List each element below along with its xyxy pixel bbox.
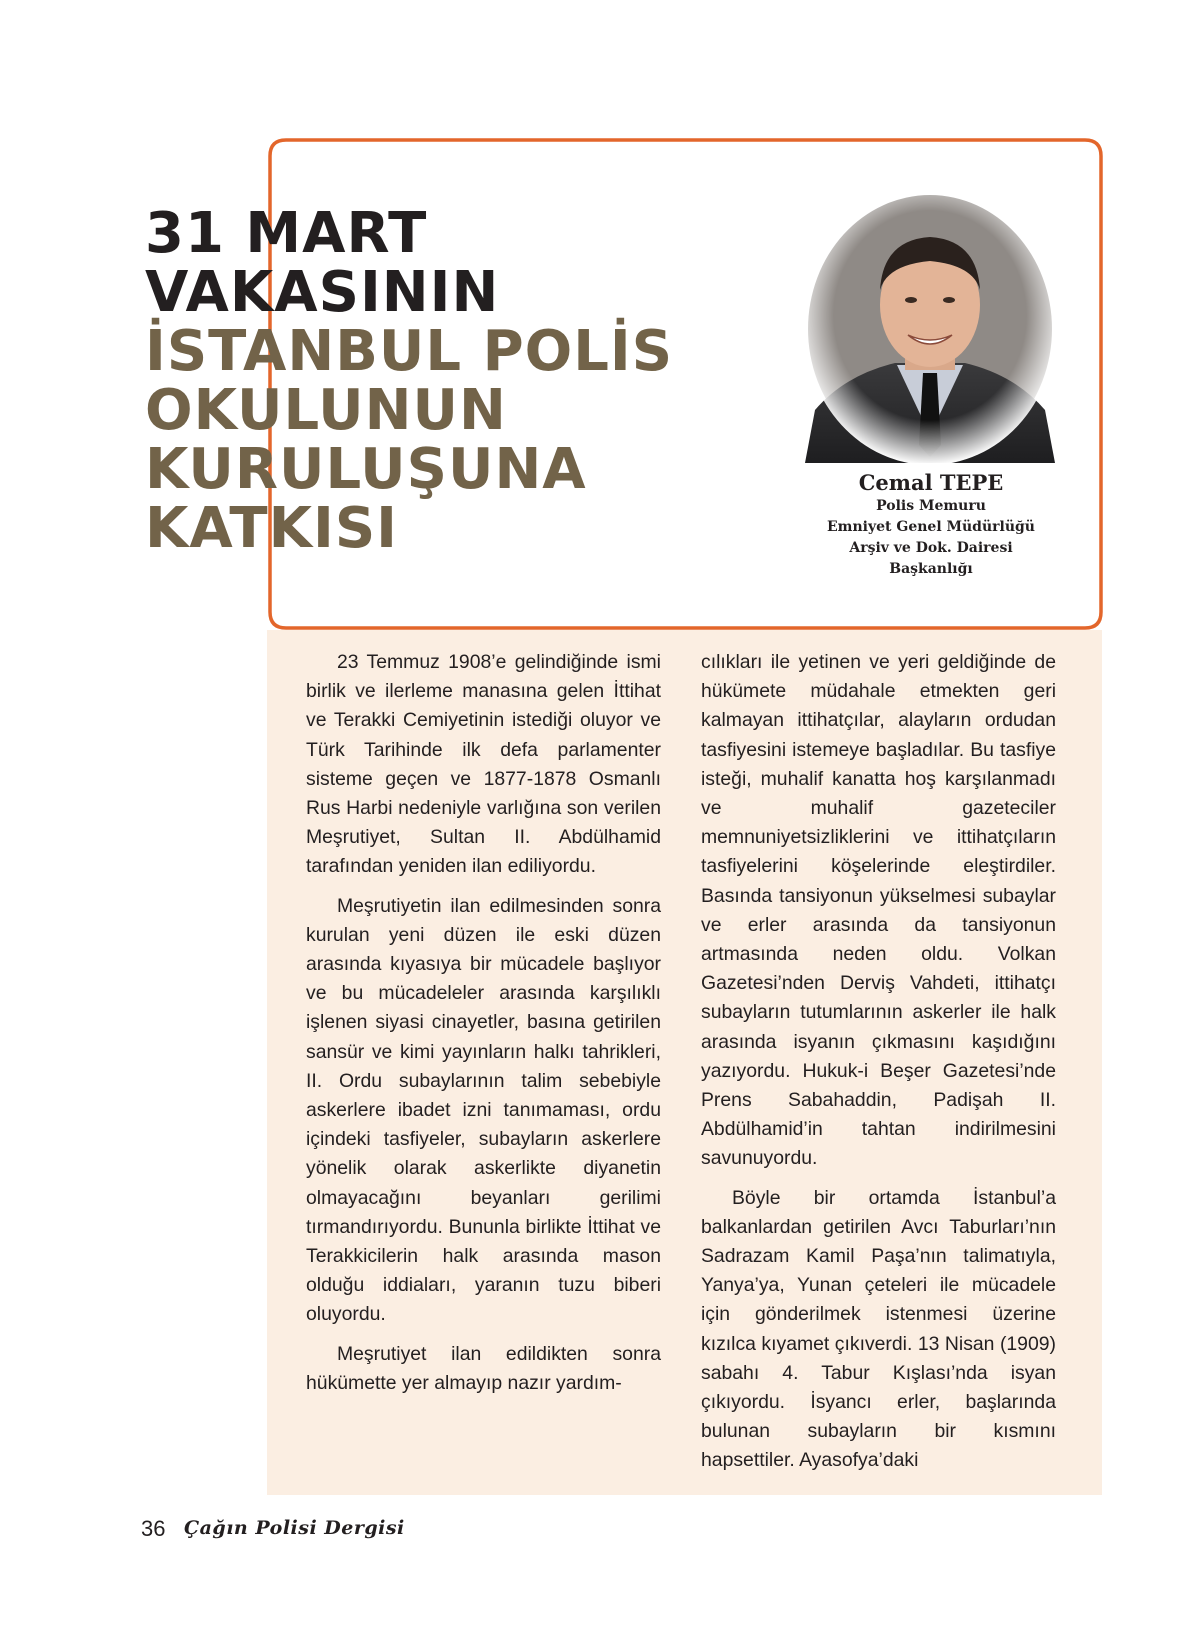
author-unit: Arşiv ve Dok. Dairesi	[849, 540, 1013, 556]
author-unit: Başkanlığı	[889, 561, 973, 577]
author-block	[800, 470, 1062, 580]
title-line: KURULUŞUNA	[145, 437, 587, 502]
title-line: KATKISI	[145, 496, 398, 561]
paragraph: Meşrutiyetin ilan edilmesinden sonra kurulan yeni düzen ile eski düzen arasında kıyasıya bir mücadele başlıyor ve bu mücadeleler arasında karşılıklı işlenen siyasi cinayetler, basına getirilen sansür ve kimi yayınların halkı tahrikleri, II. Ordu subaylarının talim sebebiyle askerlere ibadet izni tanımaması, ordu içindeki tasfiyeler, subayların askerlere yönelik olarak askerlikte diyanetin olmayacağını beyanları gerilimi tırmandırıyordu. Bununla birlikte İttihat ve Terakkicilerin halk arasında mason olduğu iddiaları, yaranın tuzu biberi oluyordu.	[306, 894, 661, 1326]
paragraph: 23 Temmuz 1908’e gelindiğinde ismi birlik ve ilerleme manasına gelen İttihat ve Terakki Cemiyetinin istediği oluyor ve Türk Tarihinde ilk defa parlamenter sisteme geçen ve 1877-1878 Osmanlı Rus Harbi nedeniyle varlığına son verilen Meşrutiyet, Sultan II. Abdülhamid tarafından yeniden ilan ediliyordu.	[306, 651, 661, 878]
article-column-right	[701, 648, 1056, 1486]
article-title	[145, 201, 825, 561]
author-portrait	[805, 195, 1055, 463]
paragraph: Meşrutiyet ilan edildikten sonra hükümette yer almayıp nazır yardım-	[306, 1342, 661, 1394]
title-line: VAKASININ	[145, 260, 500, 325]
paragraph: cılıkları ile yetinen ve yeri geldiğinde de hükümete müdahale etmekten geri kalmayan ittihatçılar, alayların ordudan tasfiyesini istemeye başladılar. Bu tasfiye isteği, muhalif kanatta hoş karşılanmadı ve muhalif gazeteciler memnuniyetsizliklerini ve ittihatçıların tasfiyelerini köşelerinde eleştirdiler. Basında tansiyonun yükselmesi subaylar ve erler arasında da tansiyonun artmasında neden oldu. Volkan Gazetesi’nden Derviş Vahdeti, ittihatçı subayların tutumlarının askerler ile halk arasında isyanın çıkmasını kaşıdığını yazıyordu. Hukuk-i Beşer Gazetesi’nde Prens Sabahaddin, Padişah II. Abdülhamid’in tahtan indirilmesini savunuyordu.	[701, 651, 1056, 1170]
author-role: Polis Memuru	[876, 498, 986, 514]
title-line: OKULUNUN	[145, 378, 507, 443]
author-name: Cemal TEPE	[858, 470, 1004, 495]
article-column-left	[306, 648, 661, 1408]
page-number: 36	[141, 1516, 166, 1541]
title-line: 31 MART	[145, 201, 428, 266]
magazine-name: Çağın Polisi Dergisi	[184, 1517, 405, 1539]
title-line: İSTANBUL POLİS	[145, 319, 674, 384]
paragraph: Böyle bir ortamda İstanbul’a balkanlardan getirilen Avcı Taburları’nın Sadrazam Kamil Paşa’nın talimatıyla, Yanya’ya, Yunan çeteleri ile mücadele için gönderilmek istenmesi üzerine kızılca kıyamet çıkıverdi. 13 Nisan (1909) sabahı 4. Tabur Kışlası’nda isyan çıkıyordu. İsyancı erler, başlarında bulunan subayların bir kısmını hapsettiler. Ayasofya’daki	[701, 1186, 1056, 1472]
author-unit: Emniyet Genel Müdürlüğü	[827, 519, 1035, 535]
